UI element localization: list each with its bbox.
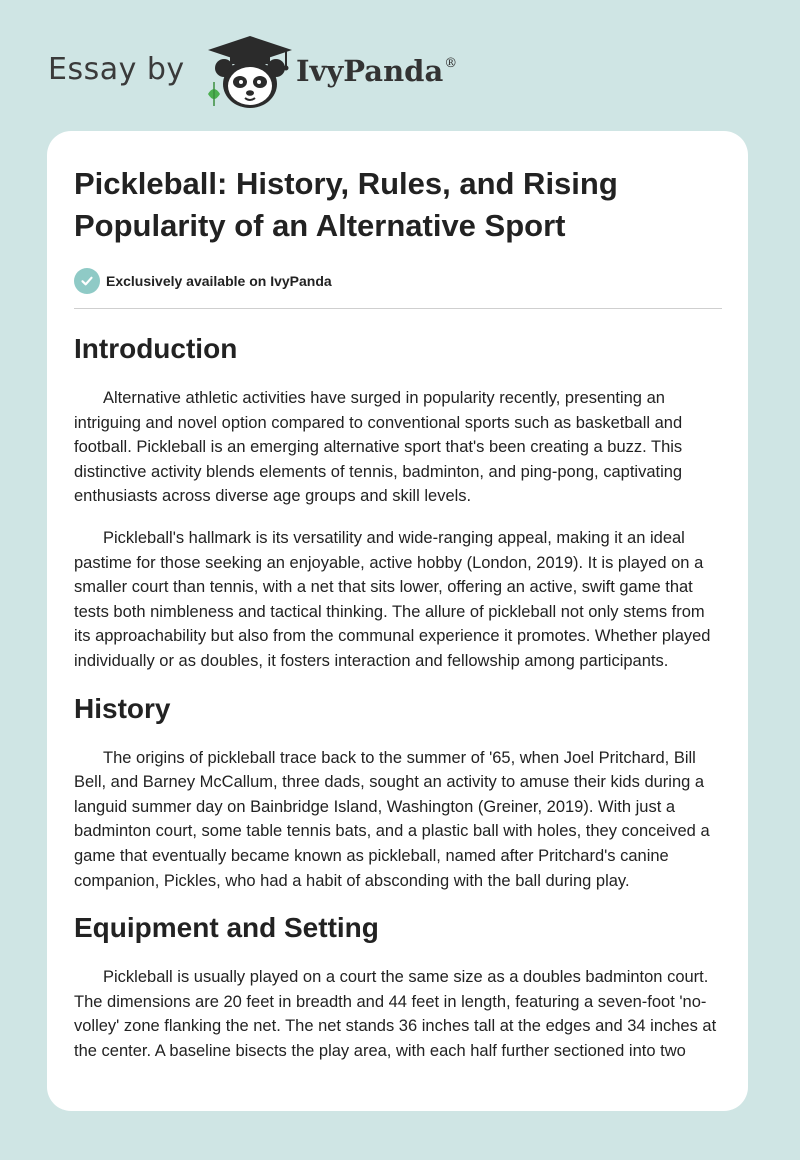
- check-icon: [74, 268, 100, 294]
- paragraph: Alternative athletic activities have surged in popularity recently, presenting an intriguing and novel option compared to conventional sports such as basketball and football. Pickleball is an emerging alternative sport that's been creating a buzz. This distinctive activity blends elements of tennis, badminton, and ping-pong, captivating enthusiasts across diverse age groups and skill levels.: [74, 389, 683, 506]
- site-header: [0, 0, 800, 130]
- article-card: [47, 131, 748, 1111]
- exclusive-badge: [74, 267, 724, 295]
- paragraph: The origins of pickleball trace back to the summer of '65, when Joel Pritchard, Bill Bell, and Barney McCallum, three dads, sought an activity to amuse their kids during a languid summer day on Bainbridge Island, Washington (Greiner, 2019). With just a badminton court, some table tennis bats, and a plastic ball with holes, they conceived a game that eventually became known as pickleball, named after Pritchard's canine companion, Pickles, who had a habit of absconding with the ball during play.: [74, 748, 710, 890]
- paragraph: Pickleball's hallmark is its versatility and wide-ranging appeal, making it an ideal pastime for those seeking an enjoyable, active hobby (London, 2019). It is played on a smaller court than tennis, with a net that sits lower, offering an active, swift game that tests both nimbleness and tactical thinking. The allure of pickleball not only stems from its approachability but also from the communal experience it promotes. Whether played individually or as doubles, it fosters interaction and fellowship among participants.: [74, 528, 711, 670]
- section-heading-introduction: Introduction: [74, 333, 238, 364]
- paragraph: Pickleball is usually played on a court the same size as a doubles badminton court. The dimensions are 20 feet in breadth and 44 feet in length, featuring a seven-foot 'no-volley' zone flanking the net. The net stands 36 inches tall at the edges and 34 inches at the center. A baseline bisects the play area, with each half further sectioned into two: [74, 968, 717, 1060]
- panda-graduate-logo-icon[interactable]: [200, 32, 296, 112]
- section-heading-history: History: [74, 692, 171, 724]
- article-title: Pickleball: History, Rules, and Rising Popularity of an Alternative Sport: [74, 166, 618, 243]
- brand-name-text: IvyPanda: [296, 54, 444, 88]
- divider: [74, 308, 722, 309]
- exclusive-label: Exclusively available on IvyPanda: [106, 273, 332, 289]
- section-heading-equipment: Equipment and Setting: [74, 912, 379, 944]
- article-content: [74, 163, 724, 1063]
- brand-name: [296, 54, 457, 88]
- registered-mark: ®: [444, 56, 458, 71]
- essay-by-label: Essay by: [48, 52, 185, 87]
